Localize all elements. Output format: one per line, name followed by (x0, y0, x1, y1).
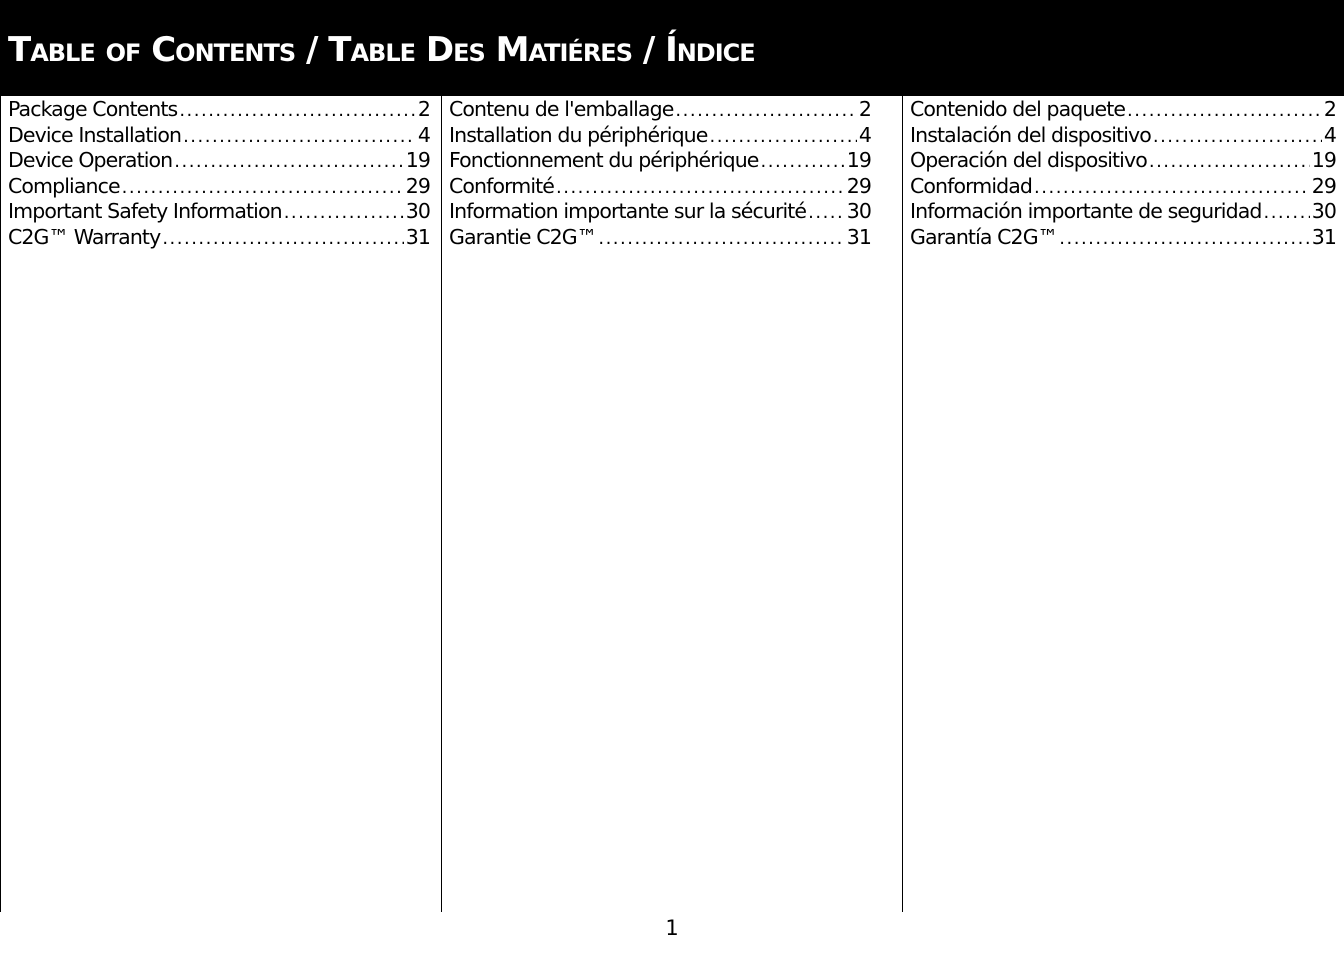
toc-entry-page: 2 (1323, 97, 1336, 121)
toc-list (910, 97, 1336, 250)
toc-entry-page: 2 (858, 97, 871, 121)
toc-entry[interactable] (8, 97, 430, 123)
toc-entry[interactable] (910, 148, 1336, 174)
toc-entry[interactable] (8, 174, 430, 200)
toc-entry[interactable] (910, 225, 1336, 251)
toc-entry[interactable] (449, 123, 871, 149)
dot-leader (1153, 124, 1322, 150)
toc-entry[interactable] (910, 123, 1336, 149)
dot-leader (1263, 200, 1309, 226)
toc-entry-page: 19 (846, 148, 871, 172)
toc-entry-label: Contenu de l'emballage (449, 97, 674, 121)
toc-entry[interactable] (8, 148, 430, 174)
toc-entry[interactable] (910, 199, 1336, 225)
toc-entry[interactable] (449, 225, 871, 251)
toc-entry-label: Garantie C2G™ (449, 224, 597, 249)
toc-entry[interactable] (449, 174, 871, 200)
toc-entry-label: Conformidad (910, 173, 1033, 198)
dot-leader (284, 200, 404, 226)
toc-entry-label: Compliance (8, 173, 120, 198)
toc-entry-label: Instalación del dispositivo (910, 122, 1151, 147)
toc-list (8, 97, 430, 250)
toc-entry[interactable] (910, 174, 1336, 200)
dot-leader (179, 98, 416, 124)
dot-leader (162, 226, 403, 252)
toc-entry[interactable] (449, 148, 871, 174)
toc-entry[interactable] (449, 199, 871, 225)
toc-entry-page: 29 (405, 173, 430, 198)
toc-column-english (0, 96, 442, 912)
toc-entry-label: Information importante sur la sécurité (449, 199, 807, 223)
toc-column-spanish (903, 96, 1344, 912)
toc-entry[interactable] (8, 123, 430, 149)
dot-leader (1059, 226, 1309, 252)
dot-leader (808, 200, 845, 226)
toc-column-french (442, 96, 903, 912)
toc-list (449, 97, 871, 250)
dot-leader (556, 175, 845, 201)
toc-entry-page: 31 (1311, 224, 1336, 249)
toc-entry-label: Información importante de seguridad (910, 199, 1262, 223)
toc-entry-label: Device Operation (8, 148, 173, 172)
dot-leader (598, 226, 844, 252)
page-number: 1 (665, 916, 679, 940)
dot-leader (1127, 98, 1322, 124)
toc-entry-label: Operación del dispositivo (910, 148, 1147, 172)
dot-leader (710, 124, 857, 150)
toc-entry[interactable] (910, 97, 1336, 123)
dot-leader (1034, 175, 1310, 201)
toc-entry-page: 2 (417, 97, 430, 121)
toc-entry-label: Conformité (449, 173, 554, 198)
toc-entry-page: 31 (405, 224, 430, 249)
dot-leader (675, 98, 856, 124)
dot-leader (183, 124, 416, 150)
toc-entry-label: Garantía C2G™ (910, 224, 1058, 249)
toc-entry-label: Package Contents (8, 97, 178, 121)
toc-entry-label: C2G™ Warranty (8, 224, 161, 249)
toc-entry-label: Installation du périphérique (449, 122, 708, 147)
toc-entry-label: Important Safety Information (8, 199, 282, 223)
toc-entry-page: 29 (846, 173, 871, 198)
toc-entry-label: Fonctionnement du périphérique (449, 148, 759, 172)
toc-entry-page: 30 (846, 199, 871, 223)
dot-leader (1149, 149, 1310, 175)
toc-entry-page: 19 (1311, 148, 1336, 172)
toc-entry-page: 30 (1311, 199, 1336, 223)
toc-entry[interactable] (449, 97, 871, 123)
toc-entry[interactable] (8, 199, 430, 225)
dot-leader (174, 149, 403, 175)
header-bar (0, 0, 1344, 96)
page-title: Table of Contents / Table Des Matiéres / Índice (8, 30, 755, 70)
toc-entry-page: 31 (846, 224, 871, 249)
toc-entry-page: 4 (417, 122, 430, 147)
dot-leader (761, 149, 845, 175)
toc-entry-page: 4 (1323, 122, 1336, 147)
toc-entry-page: 29 (1311, 173, 1336, 198)
toc-entry-label: Device Installation (8, 122, 182, 147)
toc-entry-page: 4 (858, 122, 871, 147)
toc-entry-label: Contenido del paquete (910, 97, 1126, 121)
toc-entry-page: 19 (405, 148, 430, 172)
toc-entry[interactable] (8, 225, 430, 251)
toc-entry-page: 30 (405, 199, 430, 223)
dot-leader (122, 175, 404, 201)
